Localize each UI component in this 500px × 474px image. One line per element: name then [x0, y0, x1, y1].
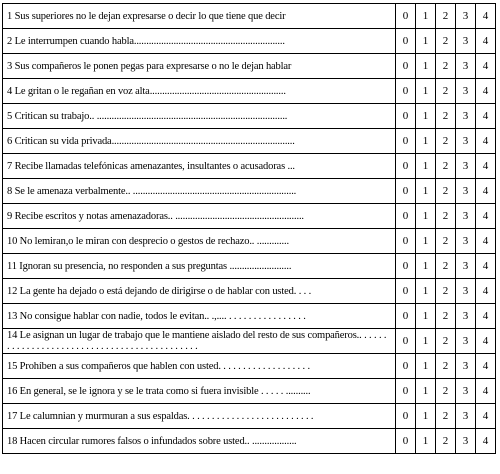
question-text: 2 Le interrumpen cuando habla............................................................. — [3, 29, 396, 54]
question-text: 3 Sus compañeros le ponen pegas para expresarse o no le dejan hablar — [3, 54, 396, 79]
response-option-1[interactable]: 1 — [416, 154, 436, 179]
question-row — [3, 54, 496, 79]
response-option-0[interactable]: 0 — [396, 354, 416, 379]
questionnaire-body — [3, 4, 496, 454]
response-option-4[interactable]: 4 — [476, 429, 496, 454]
response-option-2[interactable]: 2 — [436, 179, 456, 204]
response-option-4[interactable]: 4 — [476, 254, 496, 279]
response-option-1[interactable]: 1 — [416, 29, 436, 54]
response-option-3[interactable]: 3 — [456, 29, 476, 54]
response-option-0[interactable]: 0 — [396, 54, 416, 79]
question-row — [3, 404, 496, 429]
response-option-4[interactable]: 4 — [476, 229, 496, 254]
response-option-2[interactable]: 2 — [436, 254, 456, 279]
response-option-3[interactable]: 3 — [456, 279, 476, 304]
response-option-4[interactable]: 4 — [476, 204, 496, 229]
response-option-3[interactable]: 3 — [456, 404, 476, 429]
question-row — [3, 104, 496, 129]
response-option-2[interactable]: 2 — [436, 329, 456, 354]
response-option-1[interactable]: 1 — [416, 404, 436, 429]
response-option-0[interactable]: 0 — [396, 404, 416, 429]
response-option-3[interactable]: 3 — [456, 129, 476, 154]
question-text: 10 No lemiran,o le miran con desprecio o gestos de rechazo.. ............. — [3, 229, 396, 254]
question-text: 9 Recibe escritos y notas amenazadoras.. .................................................... — [3, 204, 396, 229]
question-row — [3, 129, 496, 154]
response-option-0[interactable]: 0 — [396, 429, 416, 454]
response-option-1[interactable]: 1 — [416, 379, 436, 404]
response-option-0[interactable]: 0 — [396, 29, 416, 54]
response-option-3[interactable]: 3 — [456, 229, 476, 254]
response-option-2[interactable]: 2 — [436, 379, 456, 404]
response-option-1[interactable]: 1 — [416, 329, 436, 354]
response-option-3[interactable]: 3 — [456, 104, 476, 129]
question-text: 6 Critican su vida privada.......................................................................... — [3, 129, 396, 154]
question-text: 18 Hacen circular rumores falsos o infundados sobre usted.. .................. — [3, 429, 396, 454]
question-text: 8 Se le amenaza verbalmente.. .................................................................. — [3, 179, 396, 204]
response-option-4[interactable]: 4 — [476, 129, 496, 154]
question-text: 11 Ignoran su presencia, no responden a sus preguntas ......................... — [3, 254, 396, 279]
response-option-1[interactable]: 1 — [416, 4, 436, 29]
response-option-2[interactable]: 2 — [436, 429, 456, 454]
response-option-0[interactable]: 0 — [396, 379, 416, 404]
response-option-1[interactable]: 1 — [416, 429, 436, 454]
response-option-0[interactable]: 0 — [396, 204, 416, 229]
question-row — [3, 354, 496, 379]
response-option-4[interactable]: 4 — [476, 104, 496, 129]
response-option-0[interactable]: 0 — [396, 254, 416, 279]
response-option-2[interactable]: 2 — [436, 54, 456, 79]
response-option-2[interactable]: 2 — [436, 204, 456, 229]
response-option-1[interactable]: 1 — [416, 179, 436, 204]
response-option-0[interactable]: 0 — [396, 104, 416, 129]
response-option-2[interactable]: 2 — [436, 229, 456, 254]
response-option-4[interactable]: 4 — [476, 54, 496, 79]
response-option-4[interactable]: 4 — [476, 79, 496, 104]
question-text: 17 Le calumnian y murmuran a sus espaldas. . . . . . . . . . . . . . . . . . . . . . . . . . — [3, 404, 396, 429]
response-option-2[interactable]: 2 — [436, 29, 456, 54]
question-text: 15 Prohíben a sus compañeros que hablen con usted. . . . . . . . . . . . . . . . . . . — [3, 354, 396, 379]
response-option-3[interactable]: 3 — [456, 154, 476, 179]
response-option-0[interactable]: 0 — [396, 229, 416, 254]
response-option-2[interactable]: 2 — [436, 4, 456, 29]
response-option-3[interactable]: 3 — [456, 4, 476, 29]
question-row — [3, 304, 496, 329]
response-option-2[interactable]: 2 — [436, 404, 456, 429]
question-row — [3, 329, 496, 354]
question-text: 14 Le asignan un lugar de trabajo que le mantiene aislado del resto de sus compañeros.. . . . . . . . . . . . . . . . . . . . . . . . . . . . . . . . . . . . . . . . . . . . . — [3, 329, 396, 354]
question-text: 13 No consigue hablar con nadie, todos le evitan.. .,.... . . . . . . . . . . . . . . . . — [3, 304, 396, 329]
response-option-2[interactable]: 2 — [436, 154, 456, 179]
response-option-3[interactable]: 3 — [456, 179, 476, 204]
response-option-4[interactable]: 4 — [476, 154, 496, 179]
response-option-3[interactable]: 3 — [456, 54, 476, 79]
response-option-2[interactable]: 2 — [436, 79, 456, 104]
response-option-1[interactable]: 1 — [416, 129, 436, 154]
response-option-3[interactable]: 3 — [456, 204, 476, 229]
question-text: 16 En general, se le ignora y se le trata como si fuera invisible . . . . . .......... — [3, 379, 396, 404]
response-option-4[interactable]: 4 — [476, 329, 496, 354]
question-row — [3, 4, 496, 29]
question-row — [3, 229, 496, 254]
question-text: 5 Critican su trabajo.. ............................................................................. — [3, 104, 396, 129]
response-option-3[interactable]: 3 — [456, 304, 476, 329]
question-row — [3, 29, 496, 54]
response-option-4[interactable]: 4 — [476, 354, 496, 379]
response-option-4[interactable]: 4 — [476, 279, 496, 304]
response-option-4[interactable]: 4 — [476, 179, 496, 204]
response-option-2[interactable]: 2 — [436, 104, 456, 129]
response-option-3[interactable]: 3 — [456, 329, 476, 354]
question-row — [3, 254, 496, 279]
response-option-4[interactable]: 4 — [476, 29, 496, 54]
response-option-1[interactable]: 1 — [416, 279, 436, 304]
response-option-1[interactable]: 1 — [416, 304, 436, 329]
response-option-2[interactable]: 2 — [436, 279, 456, 304]
question-text: 1 Sus superiores no le dejan expresarse o decir lo que tiene que decir — [3, 4, 396, 29]
question-row — [3, 429, 496, 454]
response-option-4[interactable]: 4 — [476, 4, 496, 29]
response-option-2[interactable]: 2 — [436, 354, 456, 379]
response-option-0[interactable]: 0 — [396, 304, 416, 329]
response-option-3[interactable]: 3 — [456, 379, 476, 404]
response-option-4[interactable]: 4 — [476, 404, 496, 429]
response-option-4[interactable]: 4 — [476, 304, 496, 329]
response-option-0[interactable]: 0 — [396, 79, 416, 104]
response-option-1[interactable]: 1 — [416, 104, 436, 129]
response-option-3[interactable]: 3 — [456, 429, 476, 454]
response-option-1[interactable]: 1 — [416, 229, 436, 254]
question-row — [3, 179, 496, 204]
response-option-1[interactable]: 1 — [416, 79, 436, 104]
question-text: 12 La gente ha dejado o está dejando de dirigirse o de hablar con usted. . . . — [3, 279, 396, 304]
question-text: 4 Le gritan o le regañan en voz alta....................................................... — [3, 79, 396, 104]
question-row — [3, 379, 496, 404]
response-option-0[interactable]: 0 — [396, 279, 416, 304]
response-option-0[interactable]: 0 — [396, 129, 416, 154]
questionnaire-table — [2, 3, 496, 454]
question-row — [3, 79, 496, 104]
response-option-2[interactable]: 2 — [436, 304, 456, 329]
response-option-0[interactable]: 0 — [396, 179, 416, 204]
question-row — [3, 204, 496, 229]
response-option-2[interactable]: 2 — [436, 129, 456, 154]
response-option-0[interactable]: 0 — [396, 154, 416, 179]
response-option-3[interactable]: 3 — [456, 254, 476, 279]
response-option-3[interactable]: 3 — [456, 354, 476, 379]
question-text: 7 Recibe llamadas telefónicas amenazantes, insultantes o acusadoras ... — [3, 154, 396, 179]
response-option-0[interactable]: 0 — [396, 329, 416, 354]
response-option-1[interactable]: 1 — [416, 354, 436, 379]
response-option-1[interactable]: 1 — [416, 254, 436, 279]
question-row — [3, 154, 496, 179]
question-row — [3, 279, 496, 304]
response-option-4[interactable]: 4 — [476, 379, 496, 404]
response-option-1[interactable]: 1 — [416, 54, 436, 79]
response-option-0[interactable]: 0 — [396, 4, 416, 29]
response-option-1[interactable]: 1 — [416, 204, 436, 229]
response-option-3[interactable]: 3 — [456, 79, 476, 104]
